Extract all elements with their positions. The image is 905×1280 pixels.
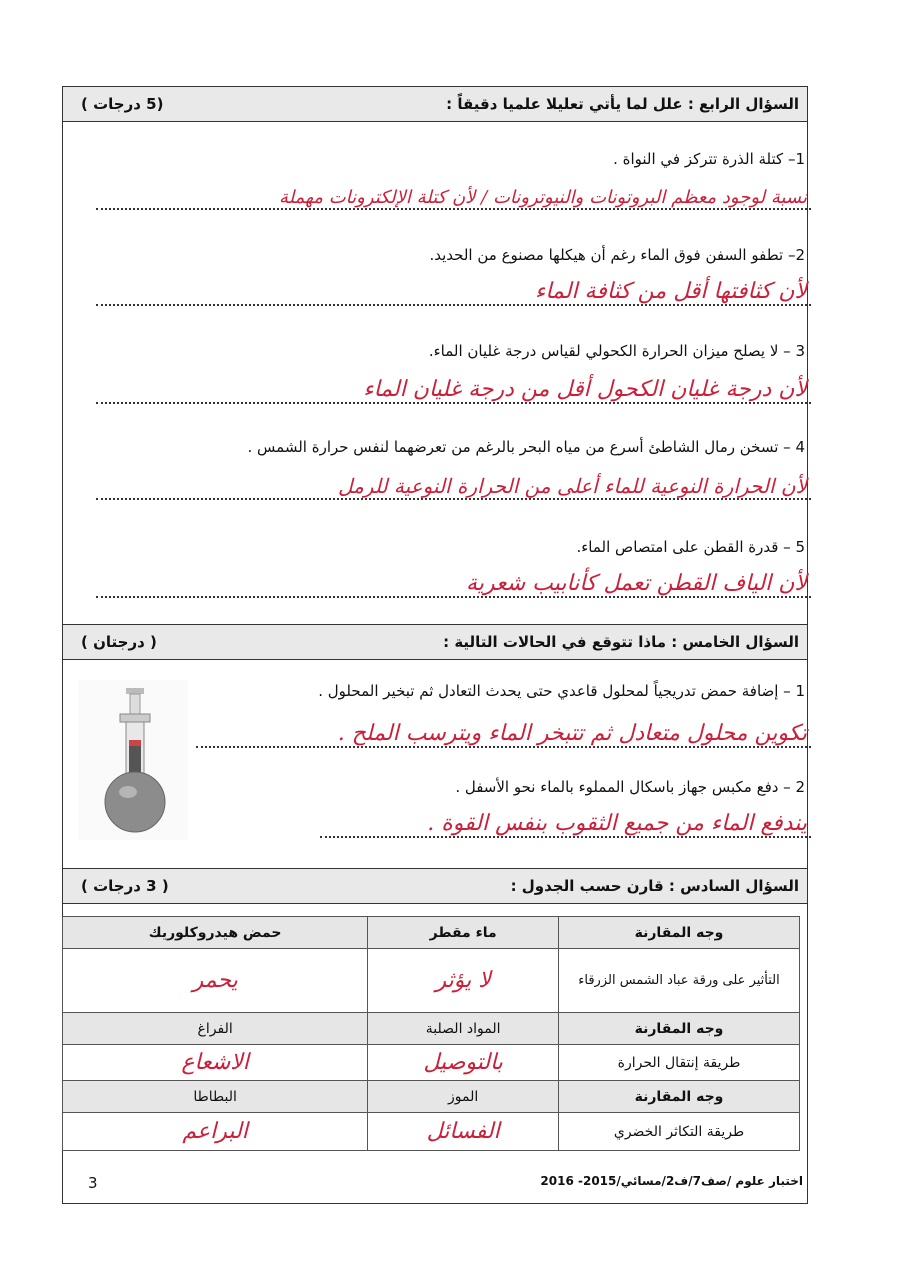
section-grade: ( درجتان )	[81, 633, 157, 651]
table-cell: التأثير على ورقة عباد الشمس الزرقاء	[559, 949, 800, 1013]
table-row	[63, 1045, 800, 1081]
handwritten-answer: لأن الحرارة النوعية للماء أعلى من الحرارة النوعية للرمل	[337, 474, 807, 498]
section-grade: ( 3 درجات )	[81, 877, 169, 895]
question-item: 5 – قدرة القطن على امتصاص الماء.	[576, 538, 805, 556]
dotted-line	[96, 498, 811, 500]
handwritten-answer: نسبة لوجود معظم البروتونات والنيوترونات / لأن كتلة الإلكترونات مهملة	[279, 187, 807, 208]
table-cell-answer: يحمر	[63, 949, 368, 1013]
table-row	[63, 1013, 800, 1045]
table-cell-answer: بالتوصيل	[368, 1045, 559, 1081]
table-cell: ماء مقطر	[368, 917, 559, 949]
answer-line	[96, 474, 811, 504]
page-footer	[0, 1174, 905, 1198]
answer-line	[96, 378, 811, 408]
dotted-line	[96, 402, 811, 404]
table-cell-answer: لا يؤثر	[368, 949, 559, 1013]
dotted-line	[96, 304, 811, 306]
dotted-line	[196, 746, 811, 748]
comparison-table	[62, 916, 800, 1151]
page-number: 3	[88, 1174, 98, 1192]
table-cell-answer: الفسائل	[368, 1113, 559, 1151]
table-row	[63, 1081, 800, 1113]
table-cell: البطاطا	[63, 1081, 368, 1113]
question-item: 2 – دفع مكبس جهاز باسكال المملوء بالماء نحو الأسفل .	[455, 778, 805, 796]
table-row	[63, 917, 800, 949]
table-cell: وجه المقارنة	[559, 1013, 800, 1045]
section-header-q6	[62, 868, 808, 904]
table-cell: وجه المقارنة	[559, 1081, 800, 1113]
question-item: 1 – إضافة حمض تدريجياً لمحلول قاعدي حتى يحدث التعادل ثم تبخير المحلول .	[318, 682, 805, 700]
handwritten-answer: لأن الياف القطن تعمل كأنابيب شعرية	[466, 571, 807, 596]
dotted-line	[320, 836, 811, 838]
answer-line	[320, 812, 811, 842]
section-header-q4	[62, 86, 808, 122]
section-grade: (5 درجات )	[81, 95, 164, 113]
handwritten-answer: تكوين محلول متعادل ثم تتبخر الماء ويترسب الملح .	[337, 721, 807, 746]
table-cell: طريقة إنتقال الحرارة	[559, 1045, 800, 1081]
answer-line	[96, 184, 811, 214]
question-item: 4 – تسخن رمال الشاطئ أسرع من مياه البحر بالرغم من تعرضهما لنفس حرارة الشمس .	[247, 438, 805, 456]
answer-line	[96, 280, 811, 310]
dotted-line	[96, 208, 811, 210]
section-header-q5	[62, 624, 808, 660]
table-cell: الفراغ	[63, 1013, 368, 1045]
table-cell-answer: الاشعاع	[63, 1045, 368, 1081]
question-item: 3 – لا يصلح ميزان الحرارة الكحولي لقياس درجة غليان الماء.	[428, 342, 805, 360]
table-cell: طريقة التكاثر الخضري	[559, 1113, 800, 1151]
table-row	[63, 1113, 800, 1151]
answer-line	[96, 572, 811, 602]
footer-text: اختبار علوم /صف7/ف2/مسائي/2015- 2016	[540, 1174, 803, 1188]
handwritten-answer: لأن كثافتها أقل من كثافة الماء	[534, 279, 807, 304]
table-cell: حمض هيدروكلوريك	[63, 917, 368, 949]
table-cell: وجه المقارنة	[559, 917, 800, 949]
table-cell-answer: البراعم	[63, 1113, 368, 1151]
question-item: 2– تطفو السفن فوق الماء رغم أن هيكلها مصنوع من الحديد.	[429, 246, 805, 264]
pascal-apparatus-image	[78, 680, 188, 840]
handwritten-answer: لأن درجة غليان الكحول أقل من درجة غليان الماء	[363, 377, 807, 402]
handwritten-answer: يندفع الماء من جميع الثقوب بنفس القوة .	[427, 811, 807, 836]
table-cell: الموز	[368, 1081, 559, 1113]
section-title: السؤال الخامس : ماذا تتوقع في الحالات التالية :	[443, 633, 799, 651]
table-row	[63, 949, 800, 1013]
answer-line	[196, 722, 811, 752]
section-title: السؤال الرابع : علل لما يأتي تعليلا علميا دقيقاً :	[446, 95, 799, 113]
question-item: 1– كتلة الذرة تتركز في النواة .	[613, 150, 805, 168]
section-title: السؤال السادس : قارن حسب الجدول :	[510, 877, 799, 895]
dotted-line	[96, 596, 811, 598]
table-cell: المواد الصلبة	[368, 1013, 559, 1045]
